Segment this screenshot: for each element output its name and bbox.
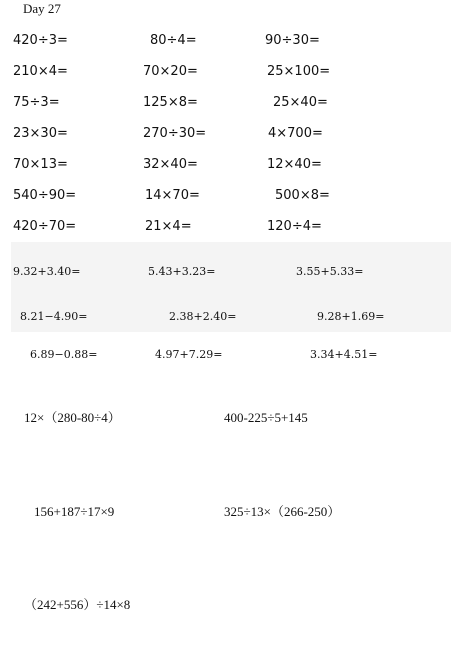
decimal-problem: 9.28+1.69= xyxy=(317,310,385,323)
oral-problem: 21×4= xyxy=(145,219,192,234)
mixed-problem: 325÷13×（266-250） xyxy=(224,504,341,519)
oral-problem: 70×20= xyxy=(143,64,198,79)
oral-problem: 125×8= xyxy=(143,95,198,110)
oral-problem: 210×4= xyxy=(13,64,68,79)
decimal-problem: 3.55+5.33= xyxy=(296,265,364,278)
oral-problem: 12×40= xyxy=(267,157,322,172)
page-title: Day 27 xyxy=(23,1,61,16)
oral-problem: 90÷30= xyxy=(265,33,320,48)
mixed-problem: 400-225÷5+145 xyxy=(224,410,308,425)
oral-problem: 270÷30= xyxy=(143,126,207,141)
mixed-problem: 12×（280-80÷4） xyxy=(24,410,121,425)
decimal-problem: 9.32+3.40= xyxy=(13,265,81,278)
oral-problem: 80÷4= xyxy=(150,33,197,48)
oral-problem: 70×13= xyxy=(13,157,68,172)
decimal-problem: 5.43+3.23= xyxy=(148,265,216,278)
decimal-problem: 6.89−0.88= xyxy=(30,348,98,361)
oral-problem: 540÷90= xyxy=(13,188,77,203)
oral-problem: 420÷3= xyxy=(13,33,68,48)
oral-problem: 23×30= xyxy=(13,126,68,141)
mixed-problem: 156+187÷17×9 xyxy=(34,504,115,519)
decimal-problem: 2.38+2.40= xyxy=(169,310,237,323)
decimal-problem: 3.34+4.51= xyxy=(310,348,378,361)
oral-problem: 500×8= xyxy=(275,188,330,203)
decimal-problem: 4.97+7.29= xyxy=(155,348,223,361)
oral-problem: 75÷3= xyxy=(13,95,60,110)
oral-problem: 120÷4= xyxy=(267,219,322,234)
mixed-problem: （242+556）÷14×8 xyxy=(24,597,131,612)
decimal-problem: 8.21−4.90= xyxy=(20,310,88,323)
oral-problem: 25×100= xyxy=(267,64,331,79)
oral-problem: 14×70= xyxy=(145,188,200,203)
oral-problem: 420÷70= xyxy=(13,219,77,234)
oral-problem: 32×40= xyxy=(143,157,198,172)
oral-problem: 4×700= xyxy=(268,126,323,141)
oral-problem: 25×40= xyxy=(273,95,328,110)
